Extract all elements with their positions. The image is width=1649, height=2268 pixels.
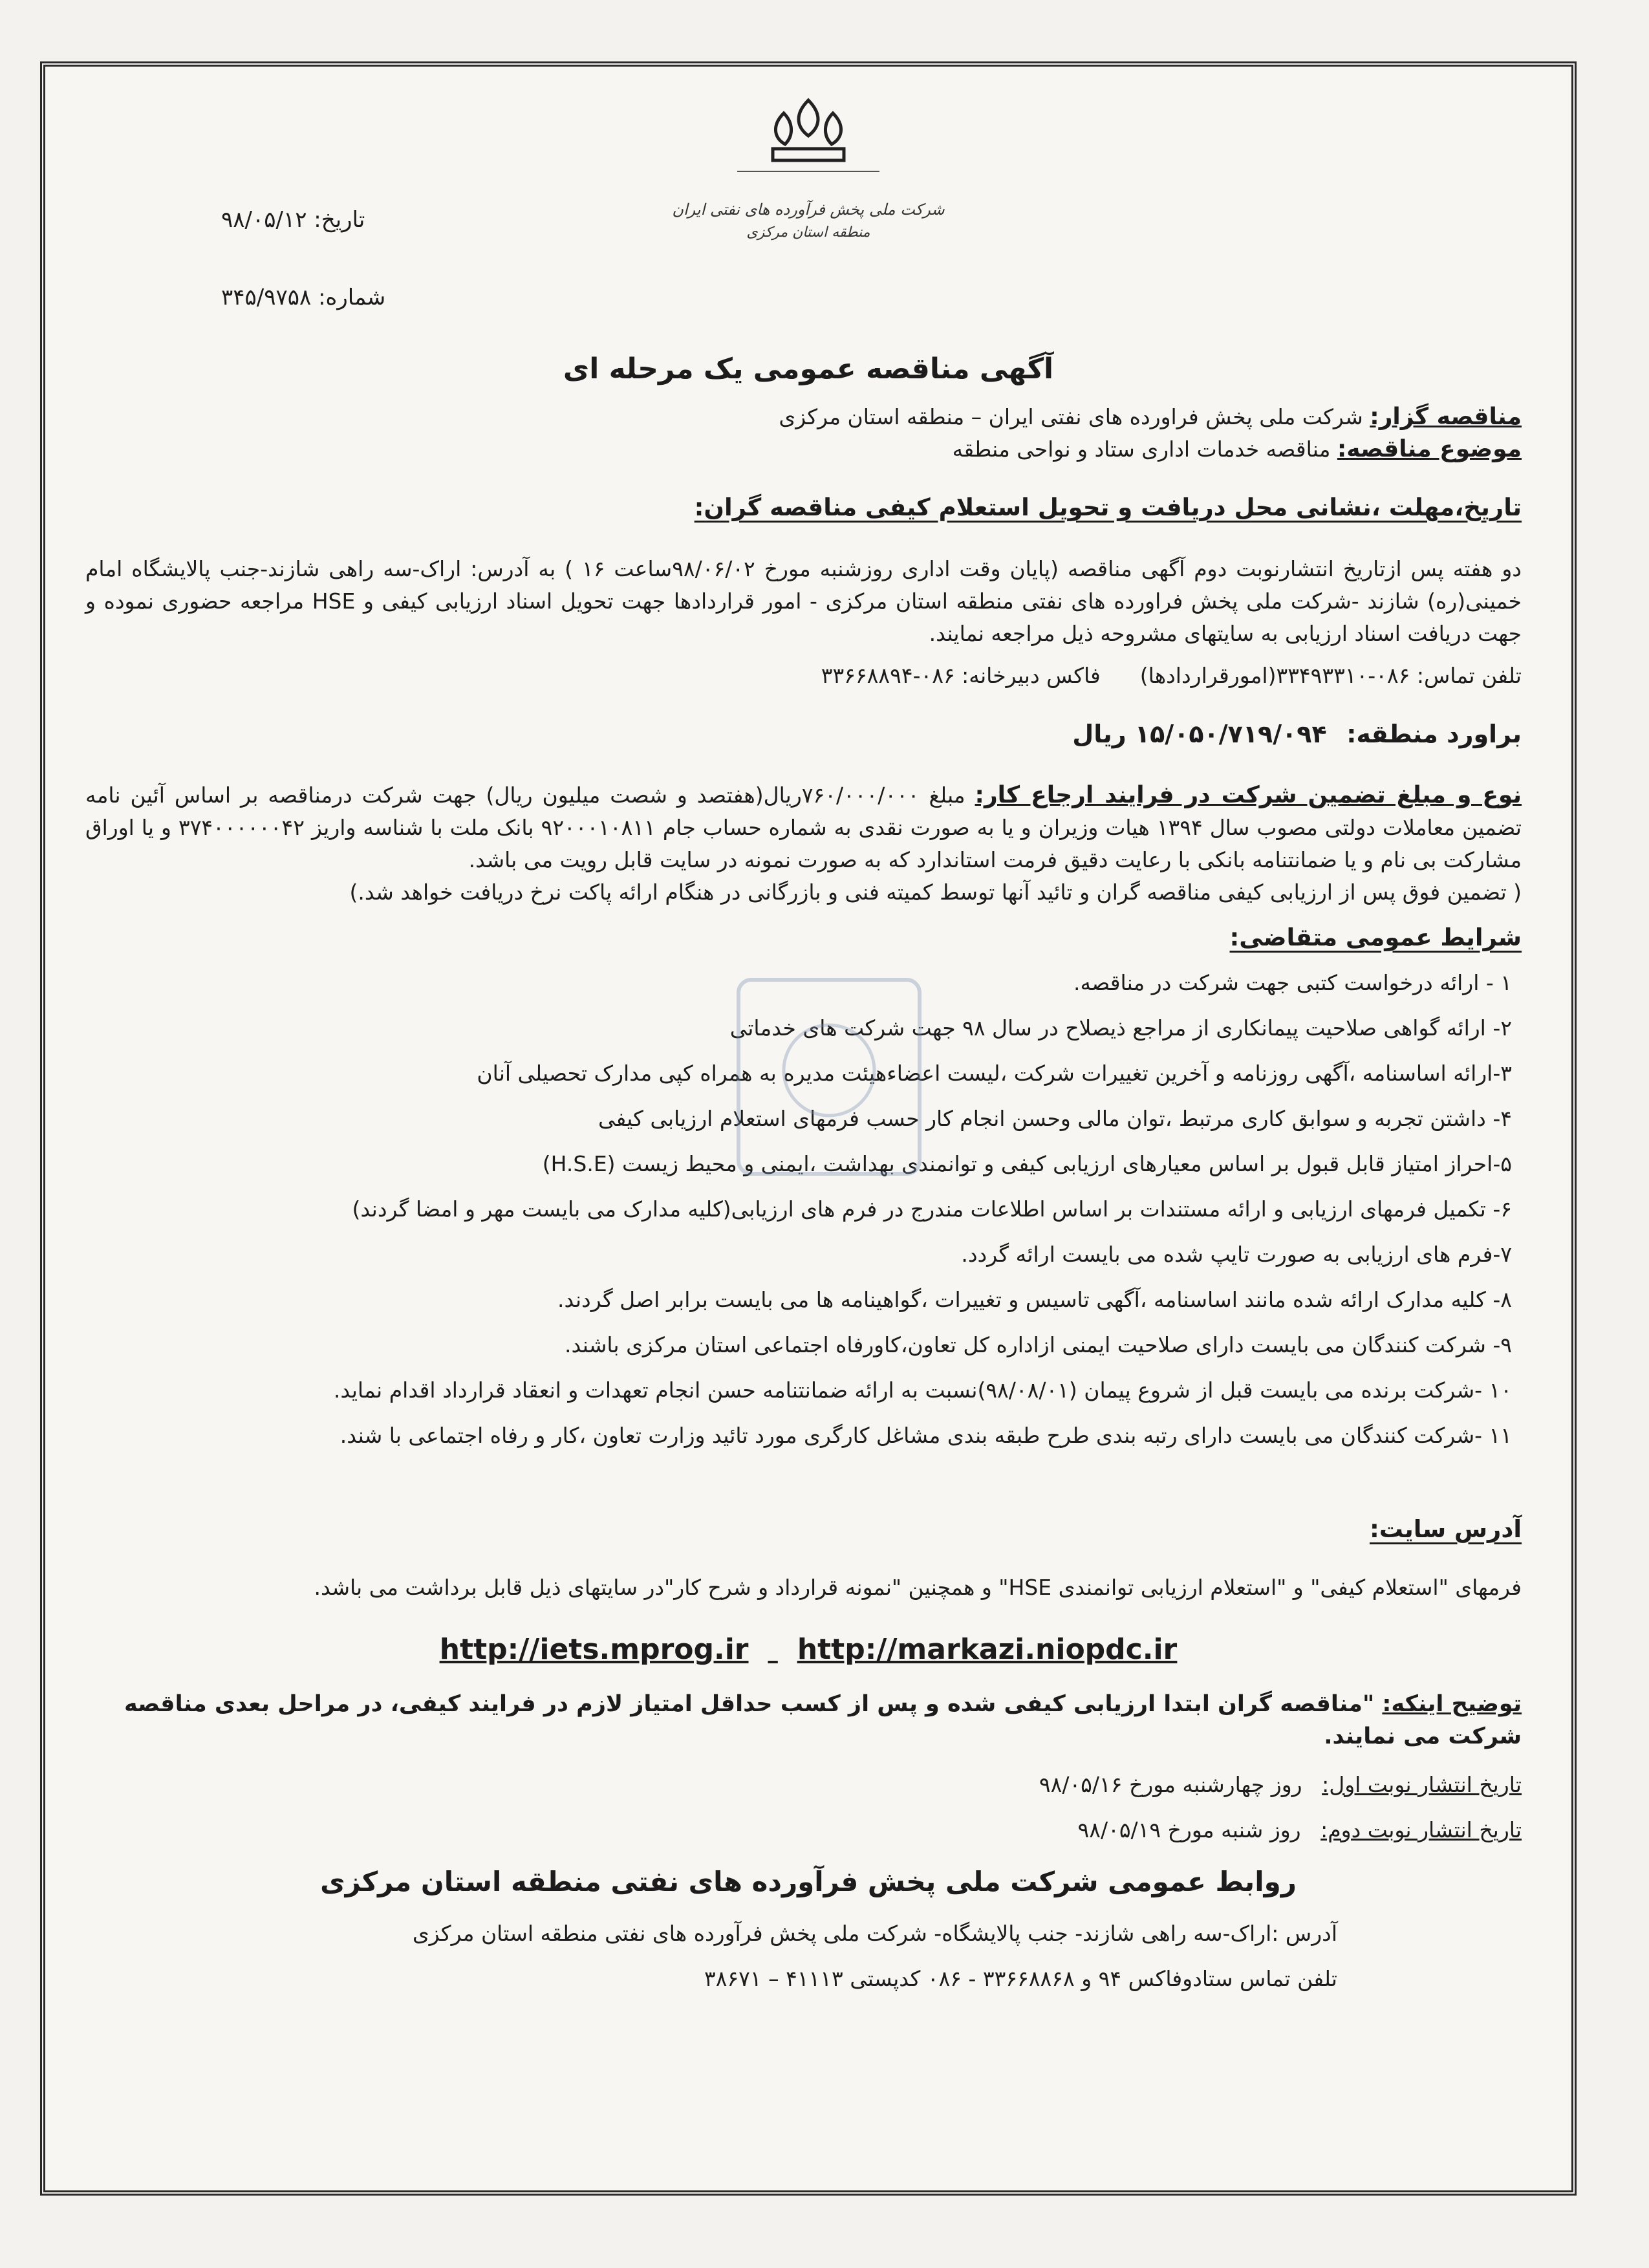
condition-item: ۱۱ -شرکت کنندگان می بایست دارای رتبه بندی طرح طبقه بندی مشاغل کارگری مورد تائید وزارت تعاون ،کار و رفاه اجتماعی با شند. xyxy=(339,1423,1512,1448)
guarantee-block xyxy=(85,779,1522,909)
sites-heading xyxy=(85,1513,1522,1546)
condition-item: ۱۰ -شرکت برنده می بایست قبل از شروع پیمان (۹۸/۰۸/۰۱)نسبت به ارائه ضمانتنامه حسن انجام تعهدات و انعقاد قرارداد اقدام نماید. xyxy=(333,1377,1512,1403)
delivery-paragraph: دو هفته پس ازتاریخ انتشارنوبت دوم آگهی مناقصه (پایان وقت اداری روزشنبه مورخ ۹۸/۰۶/۰۲ساعت ۱۶ ) به آدرس: اراک-سه راهی شازند-جنب پالایشگاه امام خمینی(ره) شازند -شرکت ملی پخش فراورده های نفتی منطقه استان مرکزی - امور قراردادها جهت تحویل اسناد ارزیابی کیفی و HSE مراجعه حضوری نموده و جهت دریافت اسناد ارزیابی به سایتهای مشروحه ذیل مراجعه نمایند. xyxy=(85,556,1522,646)
condition-item: ۲- ارائه گواهی صلاحیت پیمانکاری از مراجع ذیصلاح در سال ۹۸ جهت شرکت های خدماتی xyxy=(729,1015,1512,1041)
tender-organizer xyxy=(85,401,1522,433)
organizer-label: مناقصه گزار: xyxy=(1370,404,1522,430)
guarantee-label: نوع و مبلغ تضمین شرکت در فرایند ارجاع کار: xyxy=(975,782,1522,808)
notice-title: آگهی مناقصه عمومی یک مرحله ای xyxy=(563,352,1054,385)
link-markazi[interactable]: http://markazi.niopdc.ir xyxy=(797,1633,1178,1666)
sites-heading-text: آدرس سایت: xyxy=(1369,1515,1522,1543)
publication-second-label: تاریخ انتشار نوبت دوم: xyxy=(1320,1817,1522,1842)
condition-item: ۳-ارائه اساسنامه ،آگهی روزنامه و آخرین تغییرات شرکت ،لیست اعضاءهیئت مدیره به همراه کپی مدارک تحصیلی آنان xyxy=(477,1061,1512,1086)
condition-item: ۱ - ارائه درخواست کتبی جهت شرکت در مناقصه. xyxy=(1073,970,1512,995)
subject-label: موضوع مناقصه: xyxy=(1337,436,1522,462)
organizer-value: شرکت ملی پخش فراورده های نفتی ایران – منطقه استان مرکزی xyxy=(779,404,1363,429)
subject-value: مناقصه خدمات اداری ستاد و نواحی منطقه xyxy=(952,437,1331,462)
condition-item: ۶- تکمیل فرمهای ارزیابی و ارائه مستندات بر اساس اطلاعات مندرج در فرم های ارزیابی(کلیه مدارک می بایست مهر و امضا گردند) xyxy=(352,1196,1512,1222)
logo-region-caption: منطقه استان مرکزی xyxy=(746,224,870,241)
site-links xyxy=(40,1633,1577,1666)
footer-title: روابط عمومی شرکت ملی پخش فرآورده های نفتی منطقه استان مرکزی xyxy=(320,1866,1297,1897)
estimate-value: ۱۵/۰۵۰/۷۱۹/۰۹۴ ریال xyxy=(1072,720,1327,748)
condition-item: ۴- داشتن تجربه و سوابق کاری مرتبط ،توان مالی وحسن انجام کار حسب فرمهای استعلام ارزیابی کیفی xyxy=(598,1106,1512,1131)
publication-second xyxy=(85,1814,1522,1846)
delivery-phone: تلفن تماس: ۰۸۶-۳۳۴۹۳۳۱۰(امورقراردادها) xyxy=(1139,663,1522,688)
logo-company-caption: شرکت ملی پخش فرآورده های نفتی ایران xyxy=(672,200,945,219)
tender-notice-document xyxy=(40,61,1577,2196)
publication-first-value: روز چهارشنبه مورخ ۹۸/۰۵/۱۶ xyxy=(1039,1772,1302,1797)
letter-date: تاریخ: ۹۸/۰۵/۱۲ xyxy=(221,207,365,233)
delivery-contact xyxy=(85,660,1522,692)
explanation-text: "مناقصه گران ابتدا ارزیابی کیفی شده و پس از کسب حداقل امتیاز لازم در فرایند کیفی، در مراحل بعدی مناقصه شرکت می نمایند. xyxy=(124,1691,1522,1749)
link-iets[interactable]: http://iets.mprog.ir xyxy=(439,1633,749,1666)
guarantee-note: ( تضمین فوق پس از ارزیابی کیفی مناقصه گران و تائید آنها توسط کمیته فنی و بازرگانی در هنگام ارائه پاکت نرخ دریافت خواهد شد.) xyxy=(349,880,1522,905)
tender-subject xyxy=(85,433,1522,466)
condition-item: ۵-احراز امتیاز قابل قبول بر اساس معیارهای ارزیابی کیفی و توانمندی بهداشت ،ایمنی و محیط زیست (H.S.E) xyxy=(542,1151,1512,1176)
estimate-label: براورد منطقه: xyxy=(1346,720,1522,748)
conditions-heading xyxy=(85,922,1522,955)
publication-second-value: روز شنبه مورخ ۹۸/۰۵/۱۹ xyxy=(1077,1817,1301,1842)
delivery-heading xyxy=(85,491,1522,524)
explanation-block xyxy=(85,1688,1522,1753)
conditions-heading-text: شرایط عمومی متقاضی: xyxy=(1229,923,1522,951)
condition-item: ۹- شرکت کنندگان می بایست دارای صلاحیت ایمنی ازاداره کل تعاون،کاورفاه اجتماعی استان مرکزی باشند. xyxy=(564,1332,1512,1357)
sites-paragraph: فرمهای "استعلام کیفی" و "استعلام ارزیابی توانمندی HSE" و همچنین "نمونه قرارداد و شرح کار"در سایتهای ذیل قابل برداشت می باشد. xyxy=(314,1575,1522,1600)
estimate-row xyxy=(85,718,1522,751)
stamp-watermark-icon xyxy=(726,954,932,1200)
footer-address: آدرس :اراک-سه راهی شازند- جنب پالایشگاه- شرکت ملی پخش فرآورده های نفتی منطقه استان مرکزی xyxy=(412,1921,1337,1946)
explanation-label: توضیح اینکه: xyxy=(1382,1691,1522,1717)
delivery-heading-text: تاریخ،مهلت ،نشانی محل دریافت و تحویل استعلام کیفی مناقصه گران: xyxy=(694,493,1522,521)
delivery-fax: فاکس دبیرخانه: ۰۸۶-۳۳۶۶۸۸۹۴ xyxy=(821,663,1101,688)
condition-item: ۸- کلیه مدارک ارائه شده مانند اساسنامه ،آگهی تاسیس و تغییرات ،گواهینامه ها می بایست برابر اصل گردند. xyxy=(557,1287,1512,1312)
publication-first xyxy=(85,1769,1522,1801)
letter-number: شماره: ۳۴۵/۹۷۵۸ xyxy=(221,285,386,310)
publication-first-label: تاریخ انتشار نوبت اول: xyxy=(1322,1772,1522,1797)
guarantee-paragraph: مبلغ ۷۶۰/۰۰۰/۰۰۰ریال(هفتصد و شصت میلیون ریال) جهت شرکت درمناقصه بر اساس آئین نامه تضمین معاملات دولتی مصوب سال ۱۳۹۴ هیات وزیران و یا به صورت نقدی به شماره حساب جام ۹۲۰۰۰۱۰۸۱۱ بانک ملت با شناسه واریز ۳۷۴۰۰۰۰۰۰۴۲ و یا اوراق مشارکت بی نام و یا ضمانتنامه بانکی با رعایت دقیق فرمت استاندارد که به صورت نمونه در سایت قابل رویت می باشد. xyxy=(85,783,1522,872)
footer-contact: تلفن تماس ستادوفاکس ۹۴ و ۳۳۶۶۸۸۶۸ - ۰۸۶ کدپستی ۴۱۱۱۳ – ۳۸۶۷۱ xyxy=(704,1966,1337,1991)
condition-item: ۷-فرم های ارزیابی به صورت تایپ شده می بایست ارائه گردد. xyxy=(961,1242,1512,1267)
